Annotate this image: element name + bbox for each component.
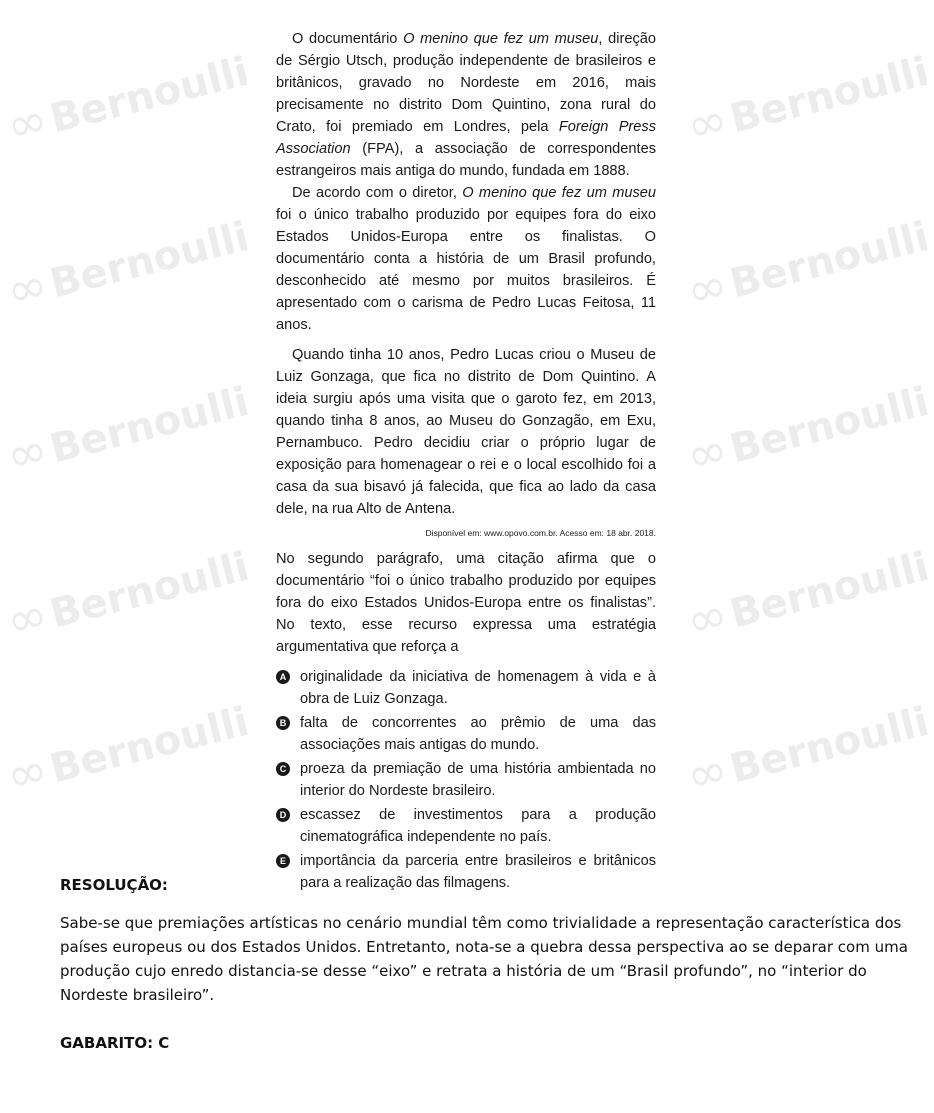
watermark-text: Bernoulli — [45, 543, 254, 638]
question-scan — [276, 28, 656, 896]
resolution-body: Sabe-se que premiações artísticas no cenário mundial têm como trivialidade a representação característica dos países europeus ou dos Estados Unidos. Entretanto, nota-se a quebra dessa perspectiva ao se deparar com uma produção cujo enredo distancia-se desse “eixo” e retrata a história de um “Brasil profundo”, no “interior do Nordeste brasileiro”. — [60, 914, 908, 1004]
option-letter-badge: E — [276, 854, 290, 868]
option-b — [276, 712, 656, 756]
passage — [276, 28, 656, 520]
bernoulli-watermark — [1, 371, 254, 485]
options-list — [276, 666, 656, 894]
bernoulli-watermark — [1, 41, 254, 155]
watermark-text: Bernoulli — [725, 543, 934, 638]
option-text: proeza da premiação de uma história ambientada no interior do Nordeste brasileiro. — [300, 761, 656, 799]
passage-paragraph — [276, 182, 656, 336]
infinity-logo-icon: ∞ — [680, 256, 734, 321]
bernoulli-watermark — [1, 206, 254, 320]
infinity-logo-icon: ∞ — [0, 421, 54, 486]
text-run: , direção de Sérgio Utsch, produção independente de brasileiros e britânicos, gravado no Nordeste em 2016, mais precisamente no distrito Dom Quintino, zona rural do Crato, foi premiado em Londres, pela — [276, 31, 656, 135]
watermark-text: Bernoulli — [725, 698, 934, 793]
watermark-text: Bernoulli — [45, 378, 254, 473]
text-run: De acordo com o diretor, — [292, 185, 463, 201]
infinity-logo-icon: ∞ — [680, 741, 734, 806]
option-letter-badge: A — [276, 670, 290, 684]
infinity-logo-icon: ∞ — [0, 741, 54, 806]
option-a — [276, 666, 656, 710]
bernoulli-watermark — [1, 536, 254, 650]
option-letter-badge: C — [276, 762, 290, 776]
bernoulli-watermark — [1, 691, 254, 805]
bernoulli-watermark — [681, 371, 934, 485]
infinity-logo-icon: ∞ — [0, 586, 54, 651]
option-d — [276, 804, 656, 848]
resolution-title: RESOLUÇÃO: — [60, 876, 168, 894]
passage-paragraph — [276, 344, 656, 520]
option-text: escassez de investimentos para a produção cinematográfica independente no país. — [300, 807, 656, 845]
bernoulli-watermark — [681, 206, 934, 320]
text-run: foi o único trabalho produzido por equipes fora do eixo Estados Unidos-Europa entre os finalistas. O documentário conta a história de um Brasil profundo, desconhecido até mesmo por muitos brasileiros. É apresentado com o carisma de Pedro Lucas Feitosa, 11 anos. — [276, 207, 656, 333]
option-letter-badge: D — [276, 808, 290, 822]
option-c — [276, 758, 656, 802]
bernoulli-watermark — [681, 41, 934, 155]
option-letter-badge: B — [276, 716, 290, 730]
italic-title: Foreign Press Association — [276, 119, 656, 157]
watermark-text: Bernoulli — [725, 213, 934, 308]
option-text: originalidade da iniciativa de homenagem à vida e à obra de Luiz Gonzaga. — [300, 669, 656, 707]
option-text: importância da parceria entre brasileiros e britânicos para a realização das filmagens. — [300, 853, 656, 891]
watermark-text: Bernoulli — [45, 48, 254, 143]
italic-title: O menino que fez um museu — [403, 31, 599, 47]
infinity-logo-icon: ∞ — [0, 256, 54, 321]
question-prompt: No segundo parágrafo, uma citação afirma que o documentário “foi o único trabalho produzido por equipes fora do eixo Estados Unidos-Europa entre os finalistas”. No texto, esse recurso expressa uma estratégia argumentativa que reforça a — [276, 551, 656, 655]
resolution-section — [60, 873, 910, 1055]
text-run: Quando tinha 10 anos, Pedro Lucas criou o Museu de Luiz Gonzaga, que fica no distrito de Dom Quintino. A ideia surgiu após uma visita que o garoto fez, em 2013, quando tinha 8 anos, ao Museu do Gonzagão, em Exu, Pernambuco. Pedro decidiu criar o próprio lugar de exposição para homenagear o rei e o local escolhido foi a casa da sua bisavó já falecida, que fica ao lado da casa dele, na rua Alto de Antena. — [276, 347, 656, 517]
passage-paragraph — [276, 28, 656, 182]
watermark-text: Bernoulli — [725, 48, 934, 143]
infinity-logo-icon: ∞ — [0, 91, 54, 156]
option-text: falta de concorrentes ao prêmio de uma das associações mais antigas do mundo. — [300, 715, 656, 753]
bernoulli-watermark — [681, 691, 934, 805]
source-citation: Disponível em: www.opovo.com.br. Acesso em: 18 abr. 2018. — [425, 528, 656, 538]
watermark-text: Bernoulli — [45, 698, 254, 793]
text-run: O documentário — [292, 31, 404, 47]
answer-key: GABARITO: C — [60, 1034, 170, 1052]
watermark-text: Bernoulli — [45, 213, 254, 308]
italic-title: O menino que fez um museu — [462, 185, 656, 201]
infinity-logo-icon: ∞ — [680, 91, 734, 156]
infinity-logo-icon: ∞ — [680, 586, 734, 651]
text-run: (FPA), a associação de correspondentes estrangeiros mais antiga do mundo, fundada em 1888. — [276, 141, 656, 179]
infinity-logo-icon: ∞ — [680, 421, 734, 486]
watermark-text: Bernoulli — [725, 378, 934, 473]
bernoulli-watermark — [681, 536, 934, 650]
